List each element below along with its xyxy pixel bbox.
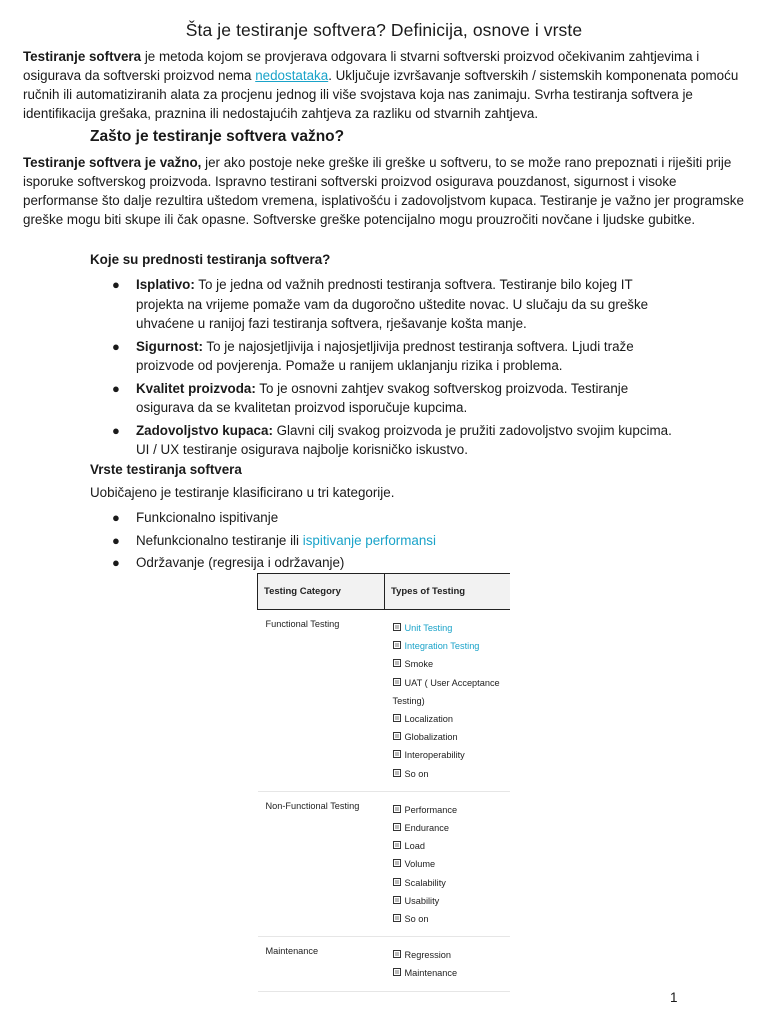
- performance-testing-link[interactable]: ispitivanje performansi: [302, 532, 436, 548]
- why-bold: Testiranje softvera je važno,: [23, 155, 202, 170]
- list-item: [112, 421, 672, 460]
- categories-list: [112, 508, 672, 576]
- testing-category-cell: Functional Testing: [258, 610, 385, 792]
- types-intro: Uobičajeno je testiranje klasificirano u tri kategorije.: [90, 485, 395, 500]
- benefit-term: Kvalitet proizvoda:: [136, 380, 256, 396]
- category-maintenance: Održavanje (regresija i održavanje): [136, 555, 345, 570]
- types-of-testing-cell: [385, 791, 511, 936]
- testing-type-item: [393, 710, 505, 728]
- testing-type-item: [393, 819, 505, 837]
- page-title: Šta je testiranje softvera? Definicija, osnove i vrste: [185, 20, 583, 40]
- testing-category-cell: Maintenance: [258, 937, 385, 991]
- testing-type-label: Interoperability: [404, 750, 465, 761]
- page-number: 1: [670, 990, 678, 1005]
- list-item: [112, 531, 672, 551]
- testing-type-label: Maintenance: [404, 968, 458, 979]
- list-item: [112, 508, 672, 528]
- testing-type-label: Globalization: [404, 732, 458, 743]
- testing-type-label: UAT ( User Acceptance Testing): [392, 677, 500, 706]
- benefits-list: [112, 275, 672, 463]
- benefit-text: Glavni cilj svakog proizvoda je pružiti zadovoljstvo svojim kupcima. UI / UX testiranje osigurava najbolje korisničko iskustvo.: [136, 422, 672, 457]
- testing-type-item: [393, 655, 505, 673]
- testing-type-label: Integration Testing: [404, 641, 480, 652]
- testing-category-cell: Non-Functional Testing: [258, 791, 385, 936]
- table-row: [258, 937, 511, 991]
- testing-type-label: Volume: [404, 859, 436, 870]
- bullet-icon: ●: [112, 277, 120, 292]
- testing-type-item: [393, 837, 505, 855]
- checkbox-icon: [393, 950, 401, 958]
- testing-type-item: [393, 728, 505, 746]
- testing-type-item: [393, 765, 505, 783]
- header-types-of-testing: Types of Testing: [385, 574, 511, 610]
- checkbox-icon: [393, 896, 401, 904]
- table-header-row: [258, 574, 511, 610]
- testing-type-label: Smoke: [404, 659, 434, 670]
- testing-type-label: Regression: [404, 950, 451, 961]
- testing-type-label: Unit Testing: [404, 623, 453, 633]
- checkbox-icon: [393, 623, 401, 631]
- list-item: [112, 553, 672, 573]
- bullet-icon: ●: [112, 555, 120, 570]
- bullet-icon: ●: [112, 338, 120, 354]
- list-item: [112, 379, 672, 418]
- testing-type-item[interactable]: [393, 619, 505, 637]
- benefit-term: Sigurnost:: [136, 338, 203, 354]
- testing-types-table: [257, 573, 510, 992]
- types-heading: Vrste testiranja softvera: [90, 462, 242, 477]
- testing-type-label: Usability: [404, 895, 440, 906]
- types-of-testing-cell: [385, 937, 511, 991]
- intro-paragraph: [23, 47, 753, 123]
- list-item: [112, 275, 672, 334]
- benefit-text: To je osnovni zahtjev svakog softverskog proizvoda. Testiranje osigurava da se kvalitetan proizvod isporučuje kupcima.: [136, 380, 629, 415]
- testing-type-label: Load: [404, 841, 425, 852]
- testing-type-item: [393, 674, 505, 710]
- testing-type-label: Localization: [404, 714, 454, 725]
- testing-type-item: [393, 874, 505, 892]
- why-text: jer ako postoje neke greške ili greške u softveru, to se može rano prepoznati i riješiti prije isporuke softverskog proizvoda. Ispravno testirani softverski proizvod osigurava pouzdanost, sigurnost i visoke performanse što dalje rezultira uštedom vremena, isplativošću i zadovoljstvom kupaca. Testiranje je važno jer programske greške mogu biti skupe ili čak opasne. Softverske greške potencijalno mogu prouzročiti novčane i ljudske gubitke.: [23, 155, 744, 227]
- benefit-text: To je najosjetljivija i najosjetljivija prednost testiranja softvera. Ljudi traže proizvode od povjerenja. Pomaže u ranijem uklanjanju rizika i problema.: [136, 338, 634, 373]
- checkbox-icon: [393, 769, 401, 777]
- table-row: [258, 791, 511, 936]
- checkbox-icon: [393, 678, 401, 686]
- testing-type-label: Endurance: [404, 823, 449, 834]
- checkbox-icon: [393, 659, 401, 667]
- checkbox-icon: [393, 823, 401, 831]
- benefit-term: Zadovoljstvo kupaca:: [136, 422, 273, 438]
- benefit-term: Isplativo:: [136, 277, 195, 292]
- checkbox-icon: [393, 859, 401, 867]
- testing-type-label: Performance: [404, 804, 458, 815]
- testing-type-item: [393, 855, 505, 873]
- bullet-icon: ●: [112, 422, 120, 438]
- types-of-testing-cell: [385, 610, 511, 792]
- benefit-text: To je jedna od važnih prednosti testiranja softvera. Testiranje bilo kojeg IT projekta na vrijeme pomaže vam da dugoročno uštedite novac. U slučaju da su greške uhvaćene u ranijoj fazi testiranja softvera, rješavanje košta manje.: [136, 277, 649, 331]
- testing-type-label: So on: [404, 914, 429, 925]
- header-testing-category: Testing Category: [258, 574, 385, 610]
- table-body: [258, 610, 511, 992]
- testing-type-item: [393, 964, 505, 982]
- list-item: [112, 337, 672, 376]
- table-row: [258, 610, 511, 792]
- checkbox-icon: [393, 914, 401, 922]
- checkbox-icon: [393, 714, 401, 722]
- bullet-icon: ●: [112, 380, 120, 396]
- intro-text-1: je metoda kojom se provjerava odgovara li stvarni softverski proizvod očekivanim zahtjevima i osigurava da softverski proizvod nema: [23, 49, 700, 83]
- checkbox-icon: [393, 732, 401, 740]
- testing-type-label: Scalability: [404, 877, 446, 888]
- bullet-icon: ●: [112, 510, 120, 525]
- checkbox-icon: [393, 878, 401, 886]
- checkbox-icon: [393, 750, 401, 758]
- testing-type-label: So on: [404, 768, 429, 779]
- testing-type-item: [393, 910, 505, 928]
- testing-type-item: [393, 892, 505, 910]
- benefits-heading: Koje su prednosti testiranja softvera?: [90, 252, 331, 267]
- bullet-icon: ●: [112, 532, 120, 548]
- checkbox-icon: [393, 805, 401, 813]
- category-nonfunctional: Nefunkcionalno testiranje ili: [136, 532, 303, 548]
- nedostataka-link[interactable]: nedostataka: [255, 68, 329, 83]
- testing-type-item: [393, 946, 505, 964]
- intro-text-2: . Uključuje izvršavanje softverskih / sistemskih komponenata pomoću ručnih ili automatiziranih alata za procjenu jednog ili više svojstava koja nas zanimaju. Svrha testiranja softvera je identifikacija grešaka, praznina ili nedostajućih zahtjeva za razliku od stvarnih zahtjeva.: [23, 68, 739, 121]
- testing-type-item: [393, 801, 505, 819]
- testing-type-item[interactable]: [393, 637, 505, 655]
- checkbox-icon: [393, 641, 401, 649]
- why-heading: Zašto je testiranje softvera važno?: [90, 128, 345, 145]
- checkbox-icon: [393, 841, 401, 849]
- category-functional: Funkcionalno ispitivanje: [136, 510, 279, 525]
- intro-bold: Testiranje softvera: [23, 49, 142, 64]
- checkbox-icon: [393, 968, 401, 976]
- testing-type-item: [393, 746, 505, 764]
- why-paragraph: [23, 153, 753, 229]
